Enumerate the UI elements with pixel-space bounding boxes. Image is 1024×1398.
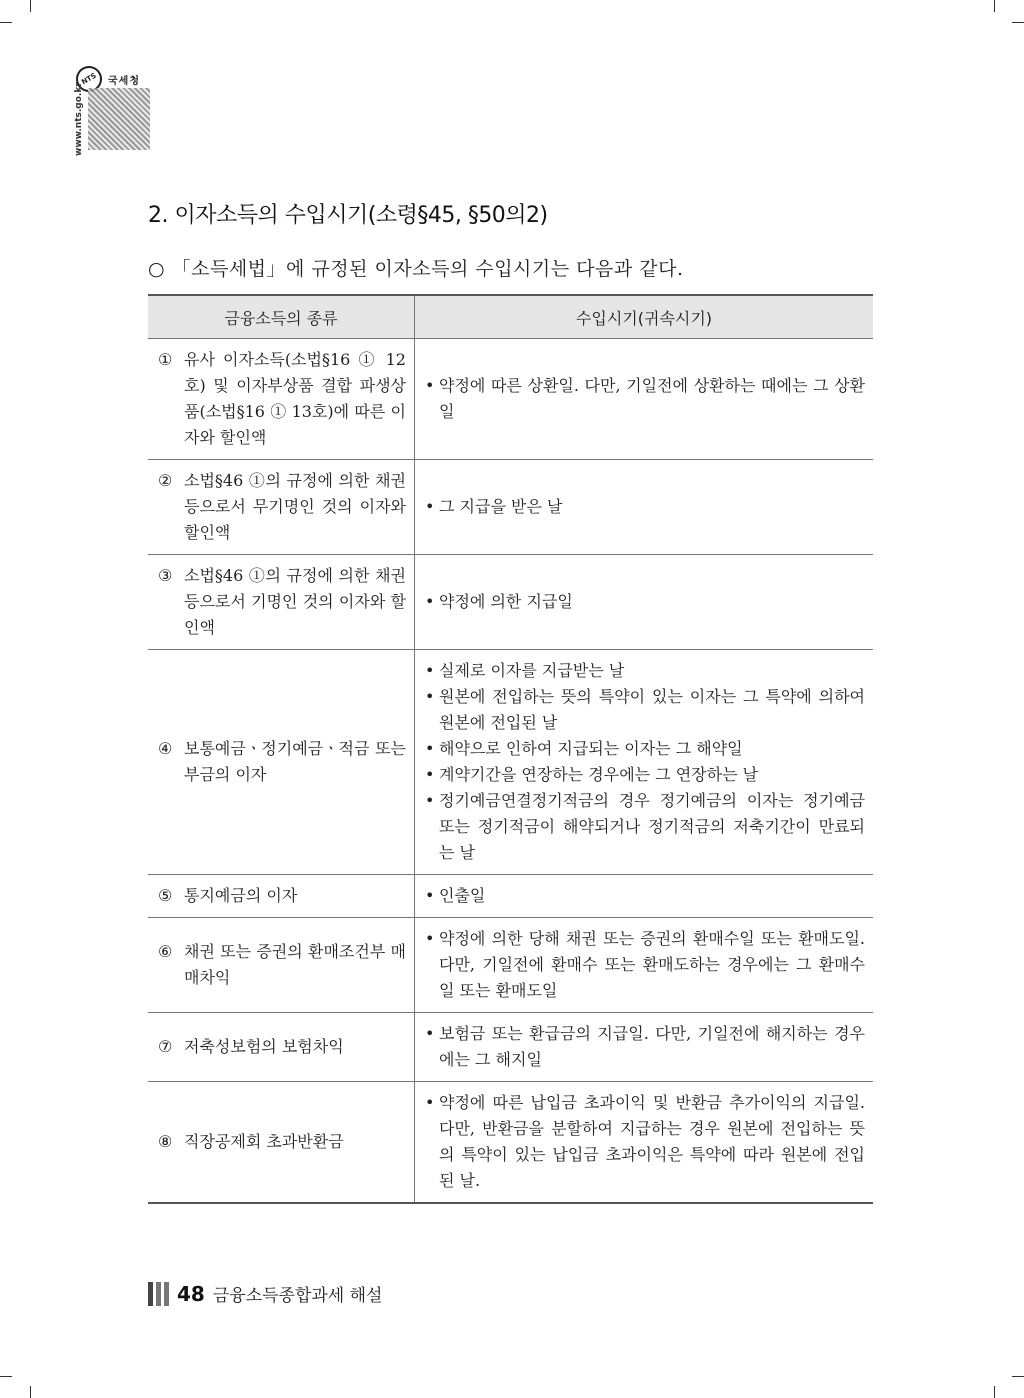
timing-bullet <box>425 589 865 615</box>
table-row <box>148 875 873 918</box>
page-number: 48 <box>177 1281 205 1306</box>
timing-bullet <box>425 658 865 684</box>
timing-cell <box>415 339 874 460</box>
table-row <box>148 918 873 1013</box>
income-type-text: 보통예금ㆍ정기예금ㆍ적금 또는 부금의 이자 <box>184 739 406 784</box>
row-number: ① <box>158 350 173 369</box>
agency-logo <box>74 66 154 154</box>
row-number: ⑧ <box>158 1132 173 1151</box>
bullet-icon: • <box>425 791 435 810</box>
bullet-icon: • <box>425 739 435 758</box>
timing-text: 정기예금연결정기적금의 경우 정기예금의 이자는 정기예금 또는 정기적금이 해약되거나 정기적금의 저축기간이 만료되는 날 <box>439 791 865 862</box>
income-type-text: 통지예금의 이자 <box>184 886 298 905</box>
timing-bullet <box>425 1090 865 1194</box>
timing-text: 약정에 의한 지급일 <box>439 592 573 611</box>
crop-mark <box>30 0 31 12</box>
bullet-icon: • <box>425 661 435 680</box>
row-number: ⑦ <box>158 1037 173 1056</box>
row-number: ④ <box>158 739 173 758</box>
table-header-row <box>148 295 873 339</box>
income-type-cell <box>148 1082 415 1204</box>
timing-bullet <box>425 494 865 520</box>
book-title: 금융소득종합과세 해설 <box>212 1286 383 1306</box>
income-type-text: 소법§46 ①의 규정에 의한 채권 등으로서 기명인 것의 이자와 할인액 <box>184 566 406 637</box>
timing-cell <box>415 1082 874 1204</box>
bullet-icon: • <box>425 765 435 784</box>
table-row <box>148 460 873 555</box>
agency-website: www.nts.go.kr <box>74 82 84 156</box>
timing-text: 원본에 전입하는 뜻의 특약이 있는 이자는 그 특약에 의하여 원본에 전입된 날 <box>439 687 865 732</box>
income-type-cell <box>148 918 415 1013</box>
income-type-cell <box>148 555 415 650</box>
footer-bars-icon <box>148 1282 169 1306</box>
timing-text: 약정에 따른 납입금 초과이익 및 반환금 추가이익의 지급일. 다만, 반환금을 분할하여 지급하는 경우 원본에 전입하는 뜻의 특약이 있는 납입금 초과이익은 특약에 따라 원본에 전입된 날. <box>439 1093 865 1190</box>
bullet-icon: • <box>425 1024 435 1043</box>
income-type-cell <box>148 875 415 918</box>
crop-mark <box>30 1386 31 1398</box>
timing-cell <box>415 555 874 650</box>
income-type-text: 직장공제회 초과반환금 <box>184 1132 344 1151</box>
bullet-icon: • <box>425 592 435 611</box>
timing-cell <box>415 1013 874 1082</box>
timing-text: 계약기간을 연장하는 경우에는 그 연장하는 날 <box>439 765 759 784</box>
table-row <box>148 1082 873 1204</box>
qr-code-icon <box>88 88 150 150</box>
crop-mark <box>1012 1376 1024 1377</box>
income-type-cell <box>148 650 415 875</box>
timing-bullet <box>425 788 865 866</box>
timing-cell <box>415 650 874 875</box>
crop-mark <box>1012 22 1024 23</box>
income-type-text: 채권 또는 증권의 환매조건부 매매차익 <box>184 942 406 987</box>
timing-bullet <box>425 373 865 425</box>
table-row <box>148 339 873 460</box>
bullet-icon: • <box>425 1093 435 1112</box>
bullet-icon: • <box>425 687 435 706</box>
timing-bullet <box>425 1021 865 1073</box>
timing-text: 실제로 이자를 지급받는 날 <box>439 661 625 680</box>
row-number: ③ <box>158 566 173 585</box>
timing-text: 인출일 <box>439 886 486 905</box>
intro-text: ○ 「소득세법」에 규정된 이자소득의 수입시기는 다음과 같다. <box>148 258 684 280</box>
table-row <box>148 650 873 875</box>
timing-text: 약정에 따른 상환일. 다만, 기일전에 상환하는 때에는 그 상환일 <box>439 376 865 421</box>
timing-bullet <box>425 736 865 762</box>
income-type-cell <box>148 1013 415 1082</box>
timing-cell <box>415 918 874 1013</box>
timing-bullet <box>425 883 865 909</box>
income-type-text: 저축성보험의 보험차익 <box>184 1037 344 1056</box>
column-header-timing: 수입시기(귀속시기) <box>415 295 874 339</box>
timing-text: 해약으로 인하여 지급되는 이자는 그 해약일 <box>439 739 743 758</box>
income-timing-table <box>148 294 873 1204</box>
timing-text: 그 지급을 받은 날 <box>439 497 563 516</box>
section-title: 2. 이자소득의 수입시기(소령§45, §50의2) <box>148 203 548 228</box>
table-row <box>148 1013 873 1082</box>
crop-mark <box>0 22 12 23</box>
table-row <box>148 555 873 650</box>
row-number: ⑤ <box>158 886 173 905</box>
bullet-icon: • <box>425 929 435 948</box>
timing-bullet <box>425 926 865 1004</box>
income-type-text: 소법§46 ①의 규정에 의한 채권 등으로서 무기명인 것의 이자와 할인액 <box>184 471 406 542</box>
row-number: ② <box>158 471 173 490</box>
bullet-icon: • <box>425 886 435 905</box>
timing-cell <box>415 460 874 555</box>
timing-cell <box>415 875 874 918</box>
income-type-text: 유사 이자소득(소법§16 ① 12호) 및 이자부상품 결합 파생상품(소법§16 ① 13호)에 따른 이자와 할인액 <box>184 350 406 447</box>
income-type-cell <box>148 339 415 460</box>
agency-badge-icon: NTS <box>71 61 107 97</box>
timing-bullet <box>425 684 865 736</box>
timing-bullet <box>425 762 865 788</box>
timing-text: 보험금 또는 환급금의 지급일. 다만, 기일전에 해지하는 경우에는 그 해지일 <box>439 1024 865 1069</box>
crop-mark <box>994 1386 995 1398</box>
page-footer <box>148 1281 382 1306</box>
row-number: ⑥ <box>158 942 173 961</box>
crop-mark <box>994 0 995 12</box>
crop-mark <box>0 1376 12 1377</box>
bullet-icon: • <box>425 376 435 395</box>
income-type-cell <box>148 460 415 555</box>
bullet-icon: • <box>425 497 435 516</box>
column-header-type: 금융소득의 종류 <box>148 295 415 339</box>
timing-text: 약정에 의한 당해 채권 또는 증권의 환매수일 또는 환매도일. 다만, 기일전에 환매수 또는 환매도하는 경우에는 그 환매수일 또는 환매도일 <box>439 929 865 1000</box>
agency-name: 국세청 <box>108 76 140 87</box>
